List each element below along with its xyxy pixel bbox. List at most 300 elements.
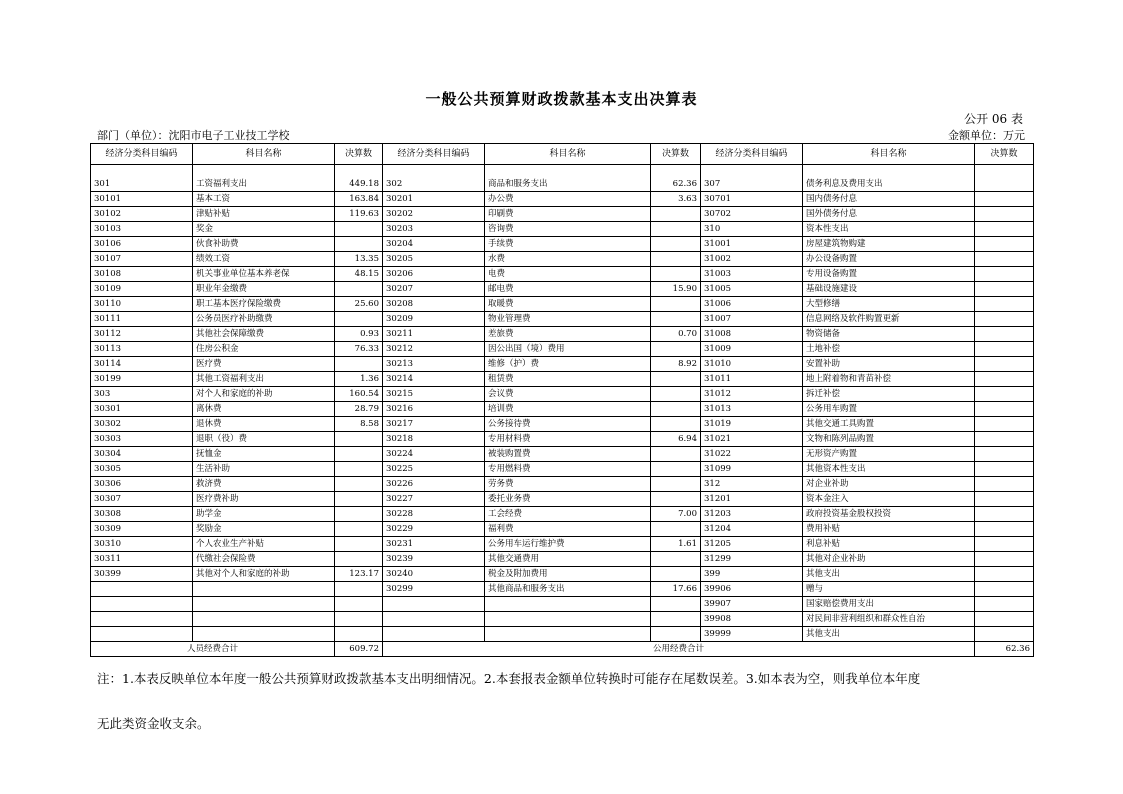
cell-name: 取暖费 [485, 297, 651, 312]
cell-name: 工资福利支出 [193, 165, 335, 192]
table-row [91, 537, 1034, 552]
header-row [91, 144, 1034, 165]
cell-code: 30211 [383, 327, 485, 342]
cell-name: 职业年金缴费 [193, 282, 335, 297]
cell-code: 31012 [701, 387, 803, 402]
table-row [91, 522, 1034, 537]
cell-name: 会议费 [485, 387, 651, 402]
cell-code: 39908 [701, 612, 803, 627]
cell-name: 福利费 [485, 522, 651, 537]
cell-name: 债务利息及费用支出 [803, 165, 975, 192]
cell-name [193, 627, 335, 642]
table-row [91, 342, 1034, 357]
cell-code [91, 597, 193, 612]
cell-amount [975, 507, 1034, 522]
cell-amount [651, 372, 701, 387]
cell-code: 30305 [91, 462, 193, 477]
cell-code: 30205 [383, 252, 485, 267]
cell-name: 公务用车购置 [803, 402, 975, 417]
cell-code: 39907 [701, 597, 803, 612]
cell-code: 30307 [91, 492, 193, 507]
cell-amount [651, 627, 701, 642]
cell-amount: 8.92 [651, 357, 701, 372]
cell-amount [335, 522, 383, 537]
cell-code: 30209 [383, 312, 485, 327]
cell-code: 307 [701, 165, 803, 192]
table-row [91, 432, 1034, 447]
table-row [91, 612, 1034, 627]
cell-amount [975, 612, 1034, 627]
table-row [91, 627, 1034, 642]
table-row [91, 507, 1034, 522]
cell-amount [651, 342, 701, 357]
cell-code: 31002 [701, 252, 803, 267]
header-amount: 决算数 [651, 144, 701, 165]
cell-amount: 28.79 [335, 402, 383, 417]
cell-code: 30302 [91, 417, 193, 432]
cell-code: 30299 [383, 582, 485, 597]
cell-amount [335, 627, 383, 642]
cell-code [383, 627, 485, 642]
table-row [91, 462, 1034, 477]
cell-name: 委托业务费 [485, 492, 651, 507]
cell-name: 住房公积金 [193, 342, 335, 357]
cell-code: 30203 [383, 222, 485, 237]
cell-name: 资本金注入 [803, 492, 975, 507]
cell-code: 30213 [383, 357, 485, 372]
cell-code: 30225 [383, 462, 485, 477]
cell-amount [651, 597, 701, 612]
table-row [91, 312, 1034, 327]
cell-name: 绩效工资 [193, 252, 335, 267]
cell-code: 30106 [91, 237, 193, 252]
cell-amount [975, 537, 1034, 552]
cell-name: 安置补助 [803, 357, 975, 372]
cell-code: 30239 [383, 552, 485, 567]
cell-amount [975, 432, 1034, 447]
cell-amount [975, 165, 1034, 192]
public-total-value: 62.36 [975, 642, 1034, 657]
cell-name: 手续费 [485, 237, 651, 252]
table-row [91, 165, 1034, 192]
cell-name [193, 612, 335, 627]
table-row [91, 372, 1034, 387]
cell-code: 303 [91, 387, 193, 402]
cell-name: 培训费 [485, 402, 651, 417]
cell-amount [335, 282, 383, 297]
cell-name: 基本工资 [193, 192, 335, 207]
cell-name: 奖励金 [193, 522, 335, 537]
cell-code: 310 [701, 222, 803, 237]
table-row [91, 387, 1034, 402]
cell-name: 其他交通费用 [485, 552, 651, 567]
cell-amount [975, 267, 1034, 282]
cell-amount [975, 477, 1034, 492]
cell-name: 电费 [485, 267, 651, 282]
cell-name: 退职（役）费 [193, 432, 335, 447]
cell-code [91, 627, 193, 642]
cell-amount: 119.63 [335, 207, 383, 222]
header-code: 经济分类科目编码 [383, 144, 485, 165]
cell-code [383, 597, 485, 612]
cell-amount [651, 207, 701, 222]
cell-amount [975, 402, 1034, 417]
cell-name: 公务用车运行维护费 [485, 537, 651, 552]
cell-code: 30107 [91, 252, 193, 267]
cell-amount [651, 447, 701, 462]
cell-code: 302 [383, 165, 485, 192]
cell-code: 30103 [91, 222, 193, 237]
header-name: 科目名称 [803, 144, 975, 165]
cell-code: 30310 [91, 537, 193, 552]
cell-name: 文物和陈列品购置 [803, 432, 975, 447]
cell-name: 无形资产购置 [803, 447, 975, 462]
cell-name: 医疗费 [193, 357, 335, 372]
cell-name: 退休费 [193, 417, 335, 432]
cell-code: 31022 [701, 447, 803, 462]
cell-code: 30111 [91, 312, 193, 327]
cell-name: 奖金 [193, 222, 335, 237]
cell-code: 31013 [701, 402, 803, 417]
cell-amount [975, 417, 1034, 432]
cell-name: 地上附着物和青苗补偿 [803, 372, 975, 387]
cell-amount [975, 282, 1034, 297]
cell-code: 30399 [91, 567, 193, 582]
cell-name: 抚恤金 [193, 447, 335, 462]
cell-amount [651, 252, 701, 267]
cell-code: 30229 [383, 522, 485, 537]
cell-code: 30108 [91, 267, 193, 282]
public-total-label: 公用经费合计 [383, 642, 975, 657]
table-row [91, 552, 1034, 567]
header-code: 经济分类科目编码 [91, 144, 193, 165]
cell-amount [975, 552, 1034, 567]
cell-name: 个人农业生产补贴 [193, 537, 335, 552]
cell-amount [975, 207, 1034, 222]
cell-code: 30113 [91, 342, 193, 357]
cell-code: 30112 [91, 327, 193, 342]
cell-amount: 15.90 [651, 282, 701, 297]
cell-name: 差旅费 [485, 327, 651, 342]
table-row [91, 582, 1034, 597]
header-amount: 决算数 [335, 144, 383, 165]
cell-name: 救济费 [193, 477, 335, 492]
cell-amount: 160.54 [335, 387, 383, 402]
cell-code: 30216 [383, 402, 485, 417]
header-name: 科目名称 [485, 144, 651, 165]
cell-amount [975, 372, 1034, 387]
cell-amount [651, 267, 701, 282]
cell-code: 39906 [701, 582, 803, 597]
cell-amount: 6.94 [651, 432, 701, 447]
cell-name: 其他商品和服务支出 [485, 582, 651, 597]
cell-name [485, 627, 651, 642]
cell-amount [651, 237, 701, 252]
cell-name: 租赁费 [485, 372, 651, 387]
cell-code: 30224 [383, 447, 485, 462]
cell-name: 生活补助 [193, 462, 335, 477]
cell-amount [975, 192, 1034, 207]
cell-amount: 8.58 [335, 417, 383, 432]
cell-amount [975, 597, 1034, 612]
cell-amount [335, 312, 383, 327]
cell-code: 30301 [91, 402, 193, 417]
table-row [91, 267, 1034, 282]
page-title: 一般公共预算财政拨款基本支出决算表 [425, 90, 698, 108]
cell-name: 费用补贴 [803, 522, 975, 537]
cell-code: 31008 [701, 327, 803, 342]
cell-name: 其他支出 [803, 627, 975, 642]
cell-amount [651, 387, 701, 402]
table-row [91, 477, 1034, 492]
cell-amount: 13.35 [335, 252, 383, 267]
cell-code: 30208 [383, 297, 485, 312]
cell-name: 咨询费 [485, 222, 651, 237]
table-row [91, 417, 1034, 432]
cell-amount [975, 582, 1034, 597]
cell-code: 31201 [701, 492, 803, 507]
cell-code: 30309 [91, 522, 193, 537]
cell-amount [651, 462, 701, 477]
cell-amount [975, 342, 1034, 357]
cell-name: 其他支出 [803, 567, 975, 582]
cell-amount [975, 522, 1034, 537]
cell-amount: 0.70 [651, 327, 701, 342]
cell-code: 39999 [701, 627, 803, 642]
cell-code: 31204 [701, 522, 803, 537]
cell-amount: 62.36 [651, 165, 701, 192]
cell-name: 房屋建筑物购建 [803, 237, 975, 252]
cell-amount [335, 552, 383, 567]
cell-amount [651, 477, 701, 492]
cell-code: 30207 [383, 282, 485, 297]
personnel-total-label: 人员经费合计 [91, 642, 335, 657]
notes [97, 668, 1037, 735]
cell-amount [651, 492, 701, 507]
table-row [91, 237, 1034, 252]
cell-code: 31005 [701, 282, 803, 297]
cell-code: 30214 [383, 372, 485, 387]
table-row [91, 327, 1034, 342]
cell-name: 公务接待费 [485, 417, 651, 432]
table-row [91, 222, 1034, 237]
totals-row [91, 642, 1034, 657]
cell-code: 31299 [701, 552, 803, 567]
cell-name: 专用设备购置 [803, 267, 975, 282]
cell-code: 30109 [91, 282, 193, 297]
cell-name: 其他资本性支出 [803, 462, 975, 477]
cell-name [485, 597, 651, 612]
cell-name: 赠与 [803, 582, 975, 597]
cell-code: 30218 [383, 432, 485, 447]
table-row [91, 192, 1034, 207]
cell-name: 因公出国（境）费用 [485, 342, 651, 357]
cell-amount: 7.00 [651, 507, 701, 522]
table-row [91, 282, 1034, 297]
cell-name: 资本性支出 [803, 222, 975, 237]
cell-amount [651, 567, 701, 582]
cell-code: 30311 [91, 552, 193, 567]
cell-code: 31203 [701, 507, 803, 522]
cell-code [91, 582, 193, 597]
personnel-total-value: 609.72 [335, 642, 383, 657]
cell-code: 30215 [383, 387, 485, 402]
cell-amount [335, 582, 383, 597]
cell-amount: 76.33 [335, 342, 383, 357]
cell-code: 30303 [91, 432, 193, 447]
form-number: 公开 06 表 [964, 112, 1023, 126]
cell-code: 30202 [383, 207, 485, 222]
cell-amount [651, 552, 701, 567]
cell-amount [975, 237, 1034, 252]
cell-amount [335, 507, 383, 522]
cell-name: 被装购置费 [485, 447, 651, 462]
cell-name: 代缴社会保险费 [193, 552, 335, 567]
cell-code: 30308 [91, 507, 193, 522]
cell-name: 其他交通工具购置 [803, 417, 975, 432]
cell-code: 30702 [701, 207, 803, 222]
cell-code: 31021 [701, 432, 803, 447]
cell-name: 信息网络及软件购置更新 [803, 312, 975, 327]
cell-code: 31010 [701, 357, 803, 372]
cell-amount [335, 237, 383, 252]
table-row [91, 447, 1034, 462]
unit-label: 金额单位：万元 [948, 129, 1025, 142]
cell-code: 30201 [383, 192, 485, 207]
cell-name: 其他对企业补助 [803, 552, 975, 567]
cell-name: 土地补偿 [803, 342, 975, 357]
cell-code: 30114 [91, 357, 193, 372]
cell-code: 30306 [91, 477, 193, 492]
cell-name: 劳务费 [485, 477, 651, 492]
cell-name: 办公设备购置 [803, 252, 975, 267]
cell-name: 办公费 [485, 192, 651, 207]
cell-name: 政府投资基金股权投资 [803, 507, 975, 522]
cell-amount: 3.63 [651, 192, 701, 207]
cell-name: 对民间非营利组织和群众性自治 [803, 612, 975, 627]
cell-name: 大型修缮 [803, 297, 975, 312]
cell-amount [975, 357, 1034, 372]
cell-code: 30701 [701, 192, 803, 207]
cell-name: 对企业补助 [803, 477, 975, 492]
cell-name: 津贴补贴 [193, 207, 335, 222]
cell-code: 30228 [383, 507, 485, 522]
cell-amount [975, 567, 1034, 582]
cell-amount: 48.15 [335, 267, 383, 282]
cell-code: 31006 [701, 297, 803, 312]
cell-amount [651, 417, 701, 432]
cell-name: 对个人和家庭的补助 [193, 387, 335, 402]
cell-code [383, 612, 485, 627]
cell-code: 30199 [91, 372, 193, 387]
cell-code: 30110 [91, 297, 193, 312]
cell-amount [975, 387, 1034, 402]
note-line-2: 无此类资金收支余。 [97, 716, 210, 731]
cell-name: 国外债务付息 [803, 207, 975, 222]
expenditure-table [90, 143, 1034, 657]
cell-amount: 0.93 [335, 327, 383, 342]
cell-amount [335, 447, 383, 462]
cell-code: 31007 [701, 312, 803, 327]
cell-amount [651, 222, 701, 237]
cell-amount: 163.84 [335, 192, 383, 207]
cell-amount [335, 537, 383, 552]
cell-code: 31019 [701, 417, 803, 432]
cell-code: 31011 [701, 372, 803, 387]
cell-name: 离休费 [193, 402, 335, 417]
cell-name: 物业管理费 [485, 312, 651, 327]
cell-name: 其他对个人和家庭的补助 [193, 567, 335, 582]
cell-code: 31009 [701, 342, 803, 357]
header-code: 经济分类科目编码 [701, 144, 803, 165]
cell-code: 30102 [91, 207, 193, 222]
cell-name: 邮电费 [485, 282, 651, 297]
cell-name: 其他社会保障缴费 [193, 327, 335, 342]
table-row [91, 492, 1034, 507]
cell-amount [975, 627, 1034, 642]
header-name: 科目名称 [193, 144, 335, 165]
cell-code: 31003 [701, 267, 803, 282]
cell-name: 拆迁补偿 [803, 387, 975, 402]
cell-amount: 123.17 [335, 567, 383, 582]
cell-name [193, 582, 335, 597]
cell-name: 机关事业单位基本养老保 [193, 267, 335, 282]
cell-amount [651, 522, 701, 537]
cell-amount [335, 477, 383, 492]
cell-code: 31099 [701, 462, 803, 477]
cell-code: 30231 [383, 537, 485, 552]
cell-name: 助学金 [193, 507, 335, 522]
cell-name: 物资储备 [803, 327, 975, 342]
cell-amount [335, 357, 383, 372]
cell-amount [975, 327, 1034, 342]
table-row [91, 402, 1034, 417]
cell-amount [335, 432, 383, 447]
cell-amount [335, 222, 383, 237]
cell-amount [975, 492, 1034, 507]
table-row [91, 252, 1034, 267]
cell-code: 301 [91, 165, 193, 192]
cell-code [91, 612, 193, 627]
cell-amount [651, 402, 701, 417]
cell-amount [975, 447, 1034, 462]
cell-code: 30212 [383, 342, 485, 357]
cell-amount [651, 297, 701, 312]
cell-amount: 17.66 [651, 582, 701, 597]
cell-name: 医疗费补助 [193, 492, 335, 507]
cell-code: 30240 [383, 567, 485, 582]
cell-name: 商品和服务支出 [485, 165, 651, 192]
cell-amount: 1.61 [651, 537, 701, 552]
department-label: 部门（单位）：沈阳市电子工业技工学校 [97, 129, 290, 142]
cell-name: 专用材料费 [485, 432, 651, 447]
cell-name: 利息补贴 [803, 537, 975, 552]
cell-amount [975, 312, 1034, 327]
cell-code: 30227 [383, 492, 485, 507]
table-row [91, 207, 1034, 222]
cell-name: 工会经费 [485, 507, 651, 522]
cell-amount [335, 597, 383, 612]
table-row [91, 567, 1034, 582]
cell-code: 399 [701, 567, 803, 582]
cell-amount [975, 222, 1034, 237]
cell-code: 31001 [701, 237, 803, 252]
cell-code: 31205 [701, 537, 803, 552]
cell-name [193, 597, 335, 612]
cell-amount [335, 612, 383, 627]
cell-name: 伙食补助费 [193, 237, 335, 252]
cell-amount [975, 297, 1034, 312]
